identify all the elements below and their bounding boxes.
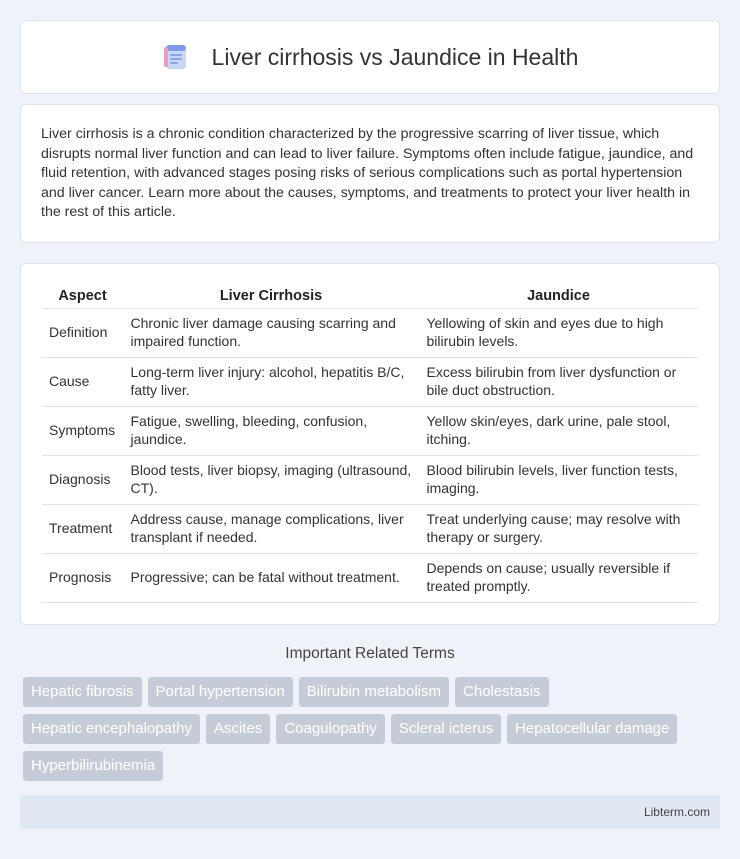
row-aspect: Treatment [42,504,123,553]
comparison-table [42,284,698,603]
page-header [20,20,720,94]
related-term-tag[interactable]: Portal hypertension [148,677,293,707]
footer [20,795,720,829]
related-term-tag[interactable]: Scleral icterus [391,714,501,744]
row-aspect: Diagnosis [42,455,123,504]
table-row [42,455,698,504]
intro-card [20,104,720,243]
table-row [42,308,698,357]
row-jaundice-cell: Depends on cause; usually reversible if treated promptly. [419,553,698,602]
comparison-card [20,263,720,625]
related-term-tag[interactable]: Hepatic fibrosis [23,677,142,707]
table-row [42,504,698,553]
intro-paragraph: Liver cirrhosis is a chronic condition characterized by the progressive scarring of liver tissue, which disrupts normal liver function and can lead to liver failure. Symptoms often include fatigue, jaundice, and fluid retention, with advanced stages posing risks of serious complications such as portal hypertension and liver cancer. Learn more about the causes, symptoms, and treatments to protect your liver health in the rest of this article. [41,126,694,221]
row-cirrhosis-cell: Long-term liver injury: alcohol, hepatitis B/C, fatty liver. [123,357,419,406]
footer-brand-link[interactable]: Libterm.com [643,805,710,819]
header-jaundice: Jaundice [419,284,698,308]
related-terms-list [23,677,723,788]
related-term-tag[interactable]: Hepatocellular damage [507,714,677,744]
row-cirrhosis-cell: Address cause, manage complications, liver transplant if needed. [123,504,419,553]
related-terms-title: Important Related Terms [285,645,455,662]
table-header-row [42,284,698,308]
row-jaundice-cell: Treat underlying cause; may resolve with therapy or surgery. [419,504,698,553]
row-cirrhosis-cell: Blood tests, liver biopsy, imaging (ultrasound, CT). [123,455,419,504]
page-title: Liver cirrhosis vs Jaundice in Health [211,43,579,70]
table-row [42,406,698,455]
table-row [42,357,698,406]
row-cirrhosis-cell: Chronic liver damage causing scarring and impaired function. [123,308,419,357]
row-cirrhosis-cell: Progressive; can be fatal without treatment. [123,553,419,602]
row-jaundice-cell: Yellowing of skin and eyes due to high bilirubin levels. [419,308,698,357]
row-jaundice-cell: Yellow skin/eyes, dark urine, pale stool, itching. [419,406,698,455]
header-aspect: Aspect [42,284,123,308]
related-term-tag[interactable]: Coagulopathy [276,714,385,744]
related-term-tag[interactable]: Ascites [206,714,270,744]
row-aspect: Cause [42,357,123,406]
related-term-tag[interactable]: Hepatic encephalopathy [23,714,200,744]
row-aspect: Prognosis [42,553,123,602]
related-term-tag[interactable]: Bilirubin metabolism [299,677,449,707]
related-term-tag[interactable]: Cholestasis [455,677,549,707]
row-jaundice-cell: Excess bilirubin from liver dysfunction or bile duct obstruction. [419,357,698,406]
table-row [42,553,698,602]
document-icon [162,43,190,71]
related-term-tag[interactable]: Hyperbilirubinemia [23,751,163,781]
row-cirrhosis-cell: Fatigue, swelling, bleeding, confusion, jaundice. [123,406,419,455]
row-aspect: Definition [42,308,123,357]
row-jaundice-cell: Blood bilirubin levels, liver function tests, imaging. [419,455,698,504]
row-aspect: Symptoms [42,406,123,455]
header-liver-cirrhosis: Liver Cirrhosis [123,284,419,308]
